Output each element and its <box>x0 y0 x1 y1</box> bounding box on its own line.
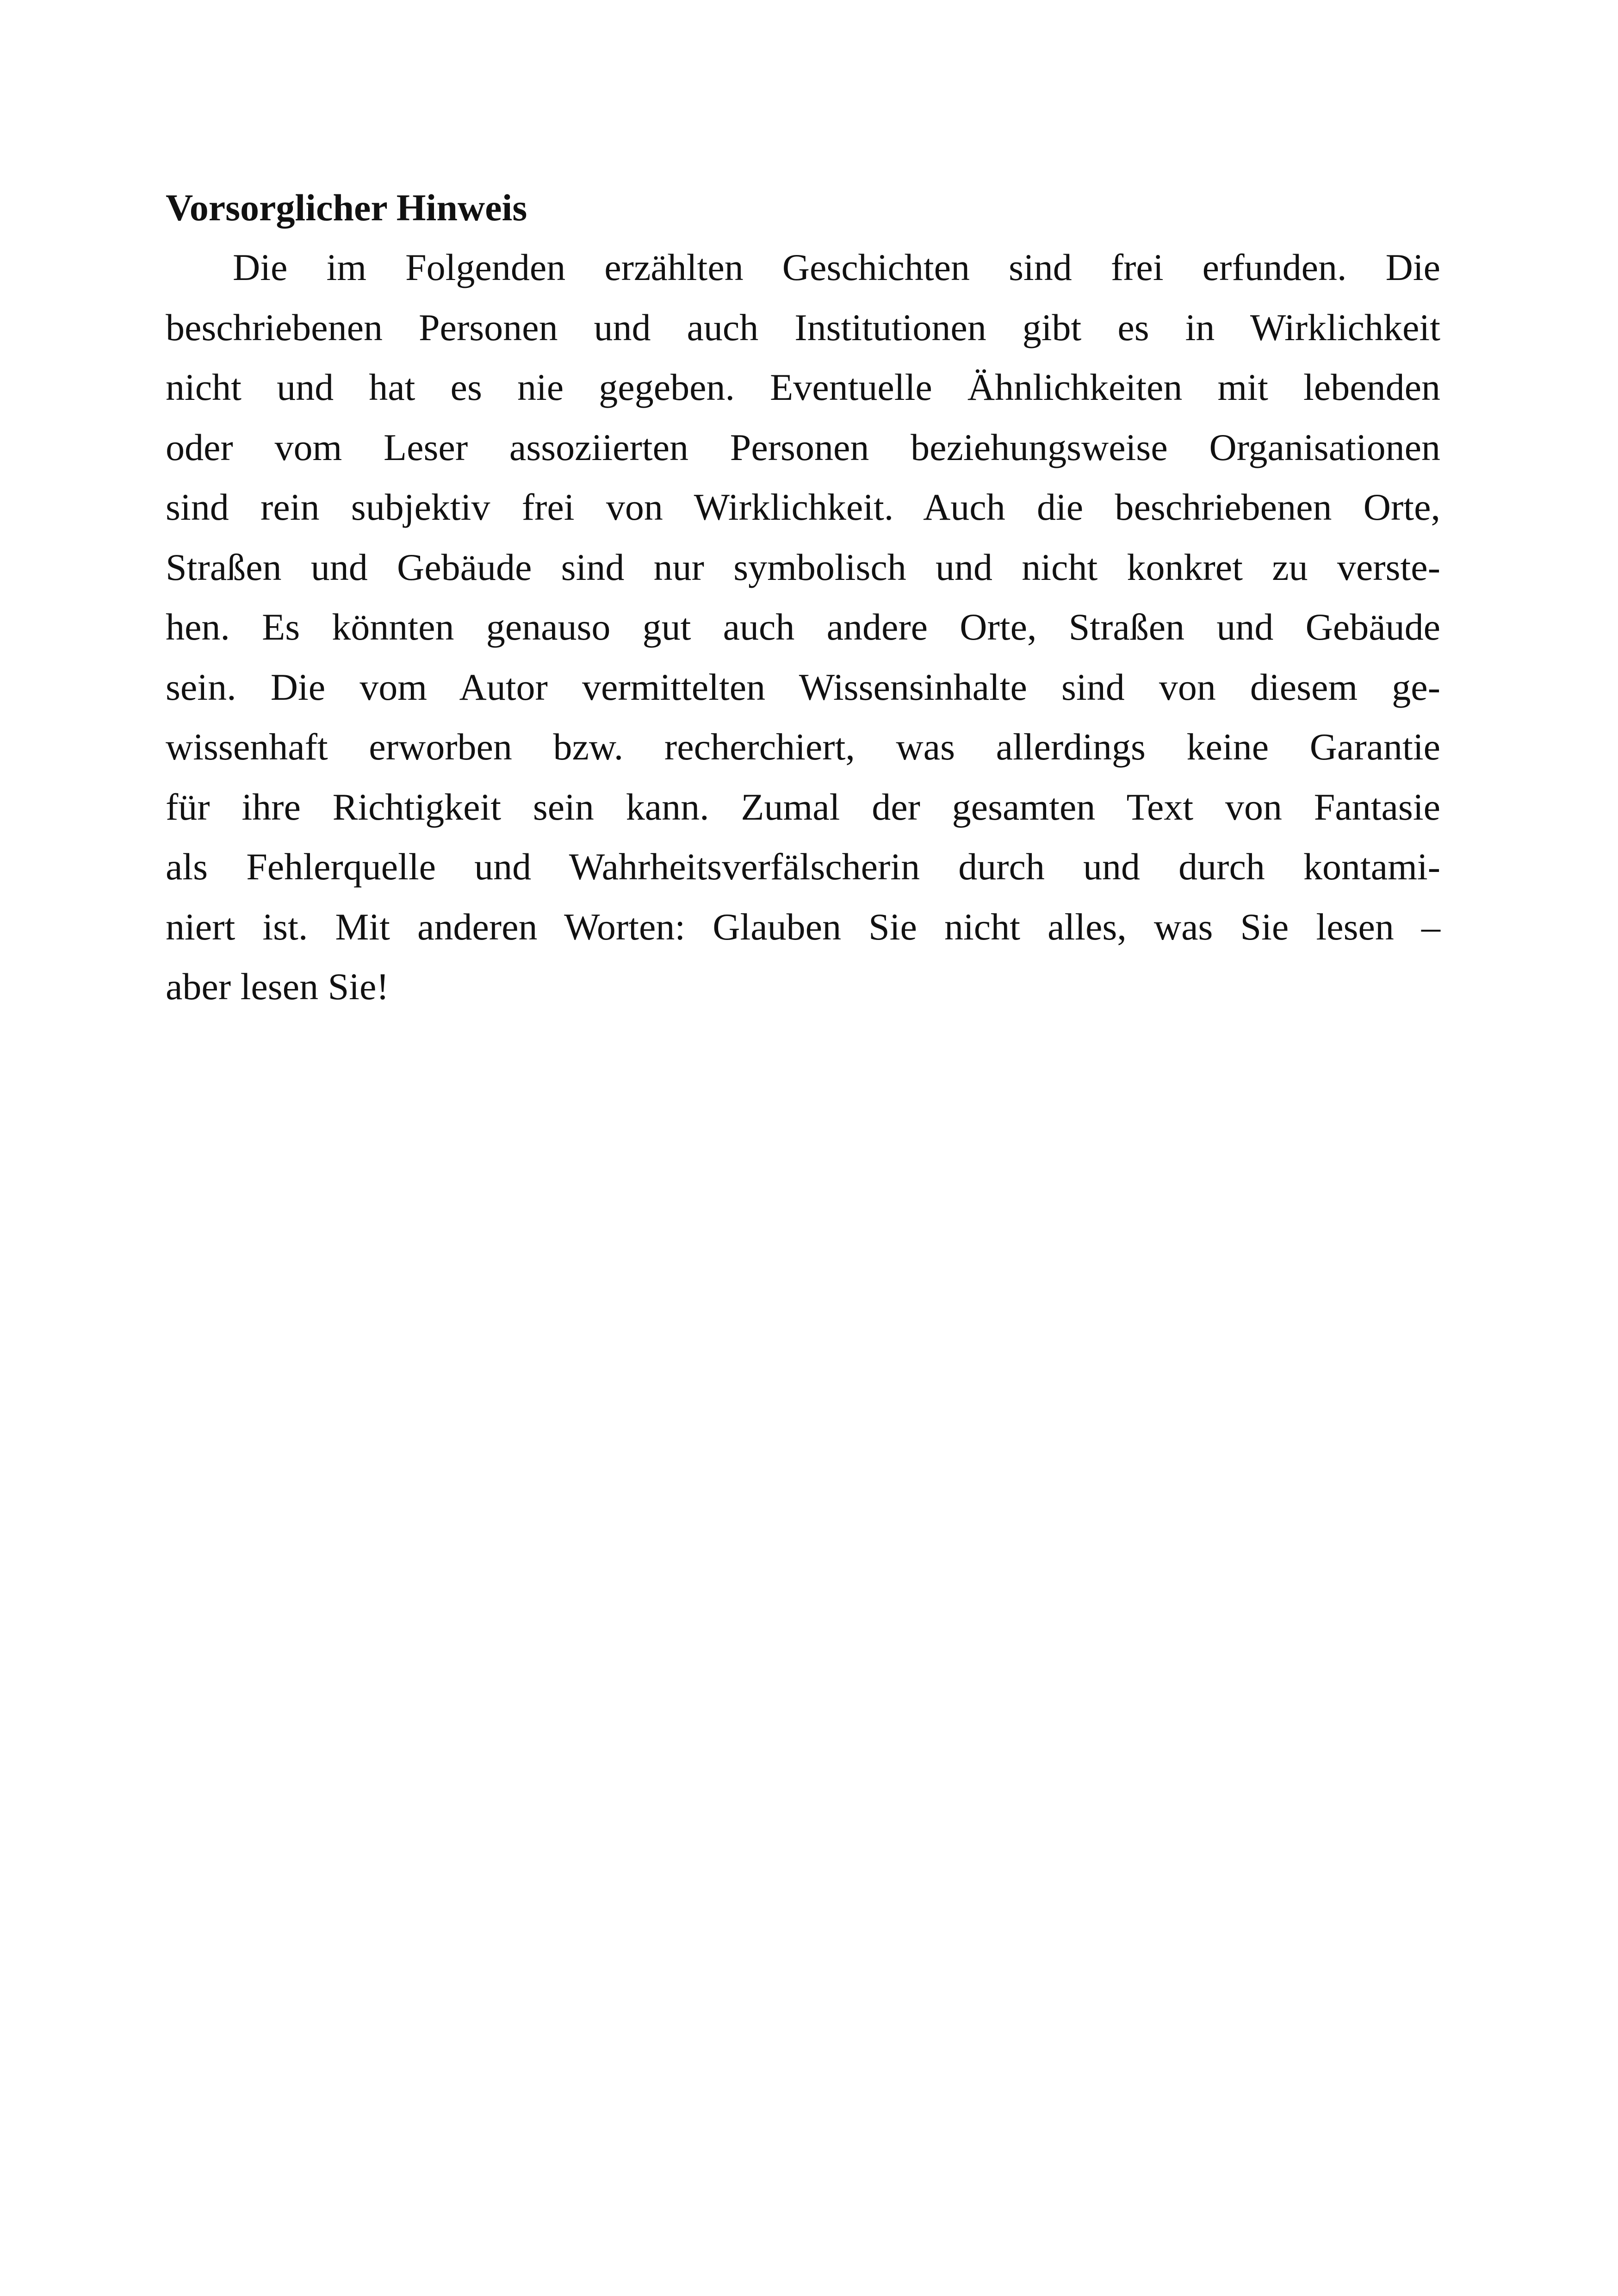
document-content <box>166 178 1440 1017</box>
text-line: als Fehlerquelle und Wahrheitsverfälscherin durch und durch kontami- <box>166 846 1440 888</box>
text-line: oder vom Leser assoziierten Personen beziehungsweise Organisationen <box>166 426 1440 468</box>
text-line: beschriebenen Personen und auch Institutionen gibt es in Wirklichkeit <box>166 306 1440 348</box>
text-line: für ihre Richtigkeit sein kann. Zumal der gesamten Text von Fantasie <box>166 785 1440 828</box>
text-line: Straßen und Gebäude sind nur symbolisch und nicht konkret zu verste- <box>166 546 1440 588</box>
text-line: aber lesen Sie! <box>166 965 389 1008</box>
text-line: wissenhaft erworben bzw. recherchiert, was allerdings keine Garantie <box>166 726 1440 768</box>
text-line: Die im Folgenden erzählten Geschichten sind frei erfunden. Die <box>233 246 1440 288</box>
text-line: niert ist. Mit anderen Worten: Glauben Sie nicht alles, was Sie lesen – <box>166 905 1440 948</box>
text-line: nicht und hat es nie gegeben. Eventuelle Ähnlichkeiten mit lebenden <box>166 366 1440 408</box>
disclaimer-paragraph <box>166 237 1440 1017</box>
page-title: Vorsorglicher Hinweis <box>166 187 527 229</box>
text-line: sind rein subjektiv frei von Wirklichkeit. Auch die beschriebenen Orte, <box>166 486 1440 528</box>
text-line: hen. Es könnten genauso gut auch andere Orte, Straßen und Gebäude <box>166 606 1440 648</box>
text-line: sein. Die vom Autor vermittelten Wissensinhalte sind von diesem ge- <box>166 666 1440 708</box>
